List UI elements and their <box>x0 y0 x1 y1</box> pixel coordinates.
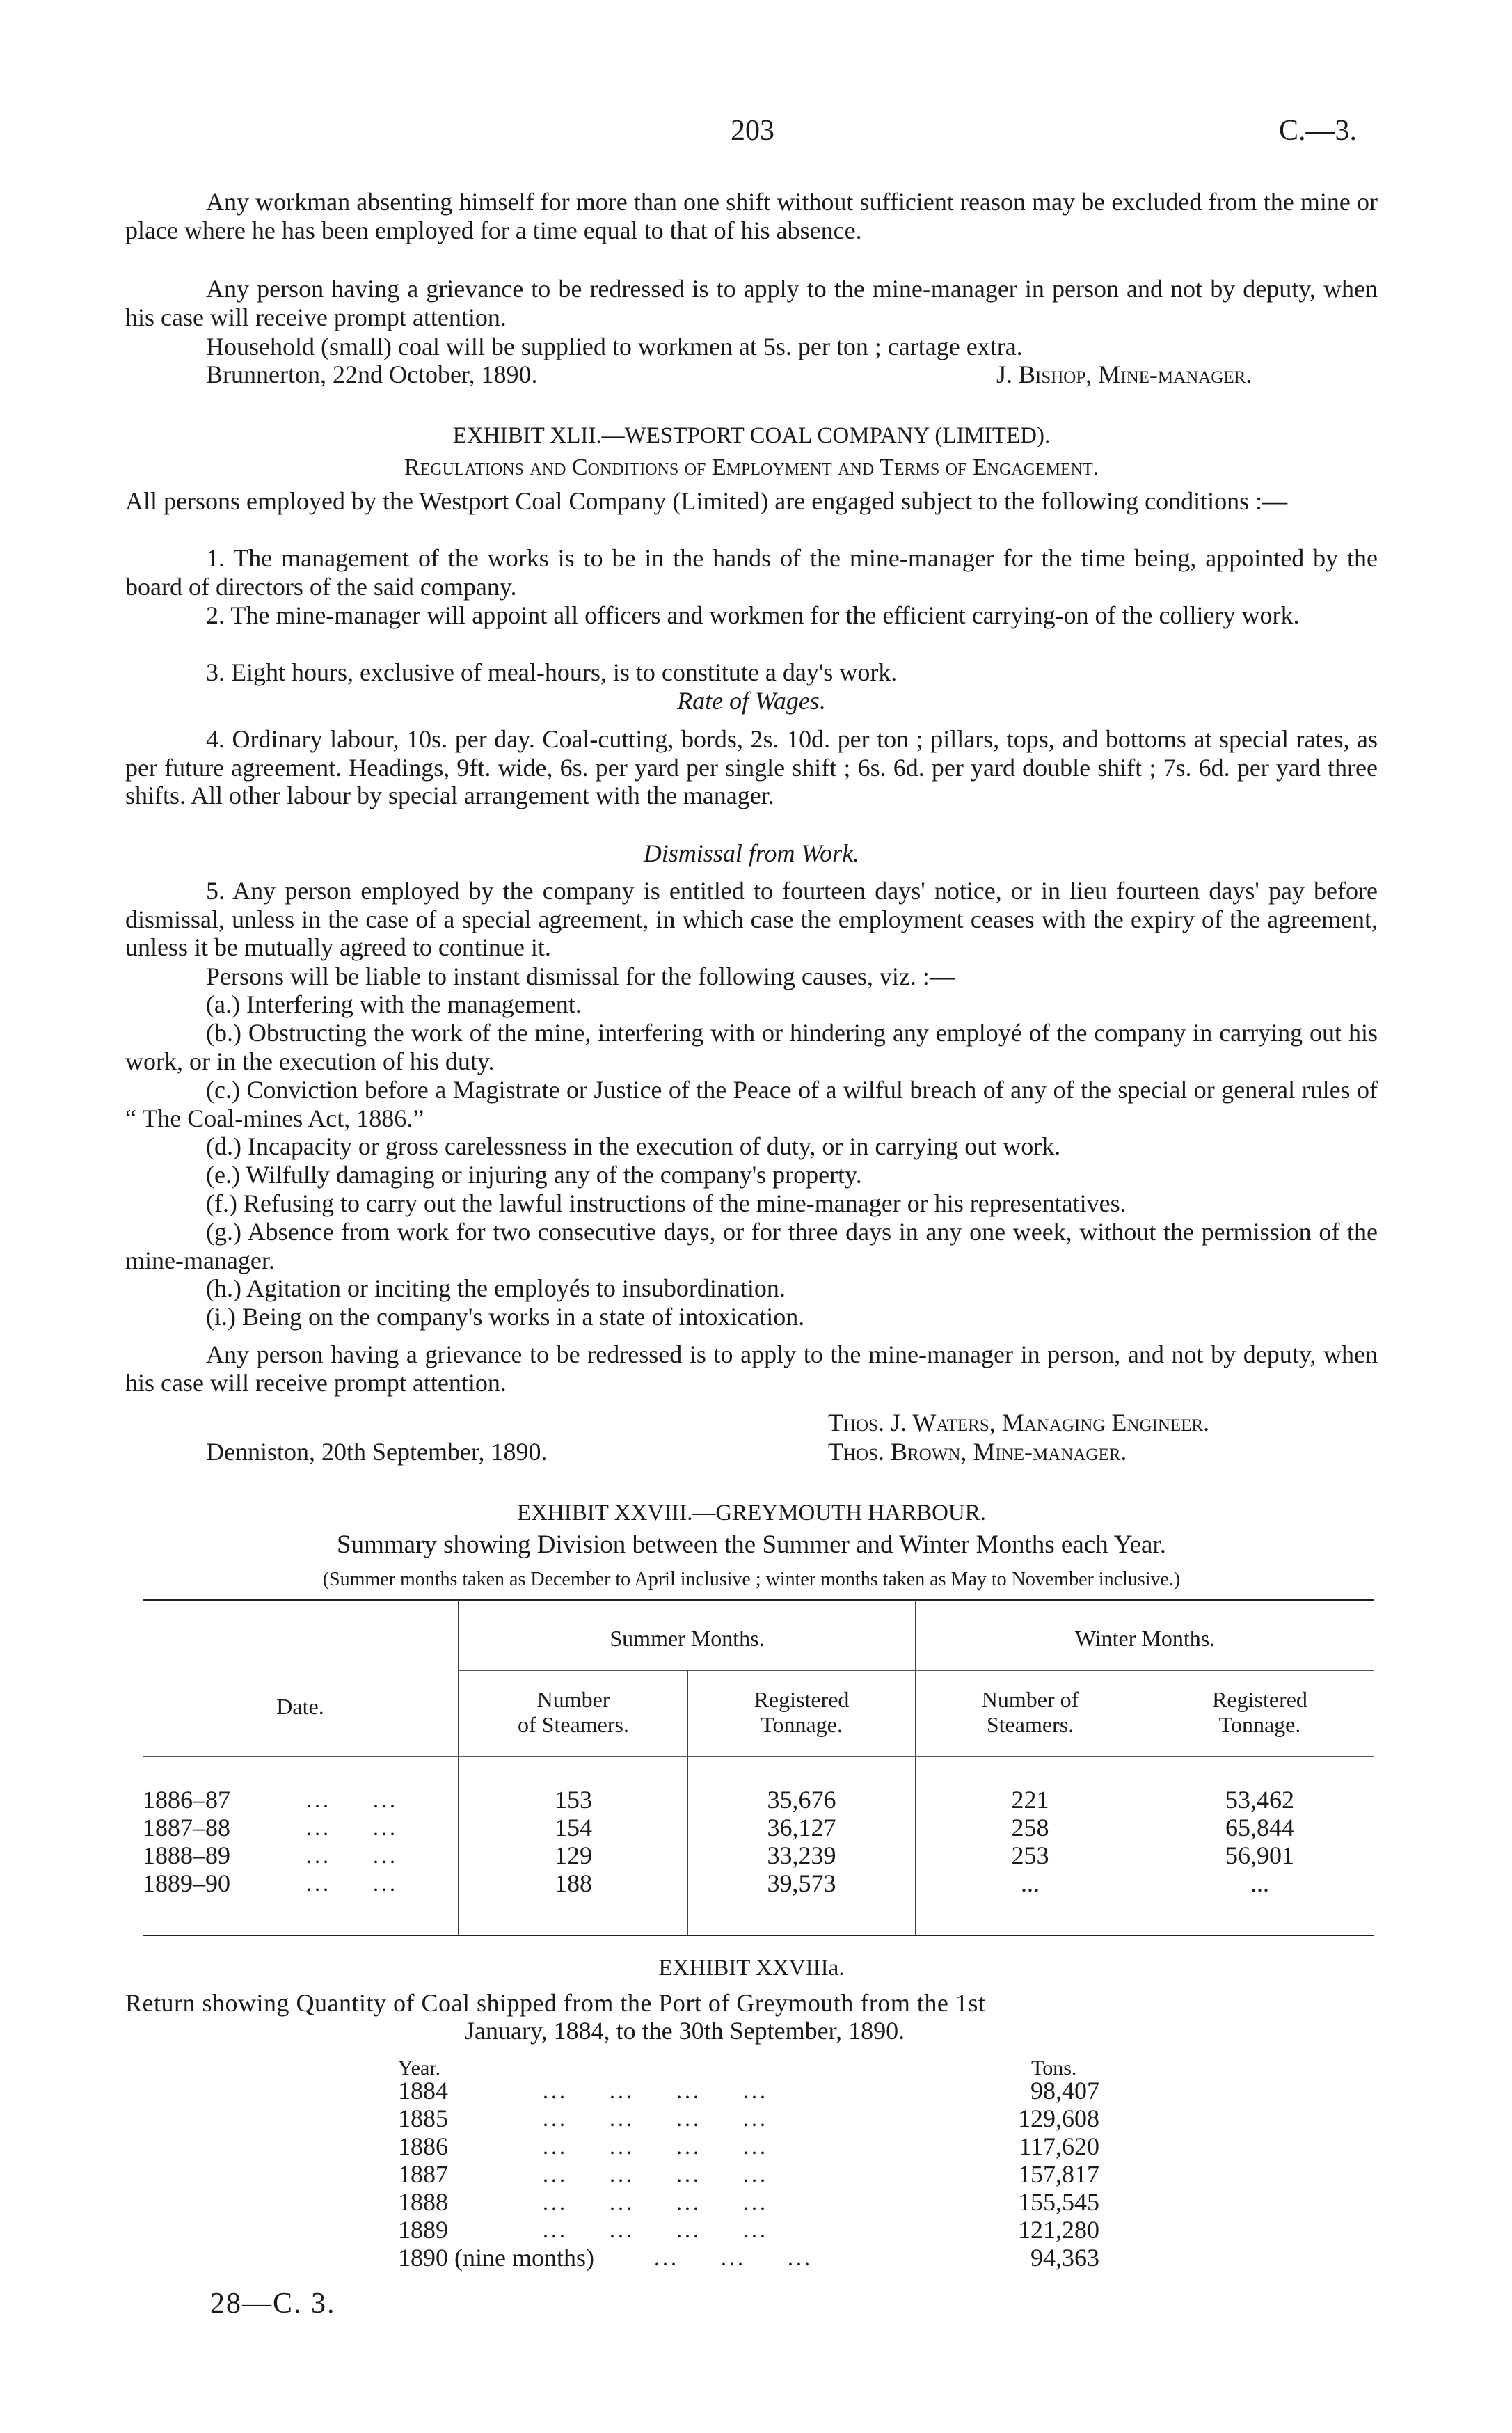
return-year: 1886 <box>398 2132 448 2160</box>
condition-3: 3. Eight hours, exclusive of meal-hours, is to constitute a day's work. <box>206 658 898 686</box>
intro-place-date: Brunnerton, 22nd October, 1890. <box>206 360 538 388</box>
document-reference: C.—3. <box>1279 115 1358 147</box>
return-year: 1890 (nine months) <box>398 2244 594 2272</box>
exhibit-xxviii-subtitle: Summary showing Division between the Summer and Winter Months each Year. <box>337 1530 1166 1559</box>
table-header-date: Date. <box>276 1694 324 1719</box>
return-year: 1884 <box>398 2077 448 2105</box>
row-winter-steamers: 221 <box>1011 1786 1049 1814</box>
return-tons: 98,407 <box>1030 2077 1099 2105</box>
grievance-paragraph: Any person having a grievance to be redressed is to apply to the mine-manager in person, and not by deputy, when his case will receive prompt attention. <box>125 1340 1378 1397</box>
return-leader-dots: ... ... ... ... <box>543 2106 768 2131</box>
row-summer-steamers: 188 <box>555 1869 592 1897</box>
row-winter-tonnage: 56,901 <box>1225 1841 1294 1869</box>
return-year: 1885 <box>398 2105 448 2132</box>
return-tons: 129,608 <box>1018 2105 1099 2132</box>
heading-rate-of-wages: Rate of Wages. <box>677 687 826 715</box>
exhibit-xlii-title: EXHIBIT XLII.—WESTPORT COAL COMPANY (LIMITED). <box>452 423 1051 448</box>
condition-1: 1. The management of the works is to be in the hands of the mine-manager for the time being, appointed by the board of directors of the said company. <box>125 544 1378 601</box>
cause-b: (b.) Obstructing the work of the mine, interfering with or hindering any employé of the company in carrying out his work, or in the execution of his duty. <box>125 1019 1378 1075</box>
table-header-summer: Summer Months. <box>610 1626 765 1651</box>
table-header-winter: Winter Months. <box>1074 1626 1216 1651</box>
condition-4: 4. Ordinary labour, 10s. per day. Coal-cutting, bords, 2s. 10d. per ton ; pillars, tops, and bottoms at special rates, as per future agreement. Headings, 9ft. wide, 6s. per yard per single shift ; 6s. 6d. per yard double shift ; 7s. 6d. per yard three shifts. All other labour by special arrangement with the manager. <box>125 725 1378 809</box>
cause-i: (i.) Being on the company's works in a state of intoxication. <box>206 1303 805 1331</box>
row-leader-dots: ... ... <box>306 1787 398 1812</box>
row-summer-steamers: 129 <box>555 1841 592 1869</box>
return-tons: 121,280 <box>1018 2216 1099 2244</box>
cause-a: (a.) Interfering with the management. <box>206 990 582 1018</box>
return-header-year: Year. <box>398 2056 441 2079</box>
row-summer-tonnage: 35,676 <box>767 1786 836 1814</box>
cause-d: (d.) Incapacity or gross carelessness in the execution of duty, or in carrying out work. <box>206 1132 1061 1160</box>
return-year: 1888 <box>398 2188 448 2216</box>
return-leader-dots: ... ... ... <box>654 2245 813 2270</box>
table-header-divider <box>459 1670 1374 1671</box>
signature-managing-engineer: Thos. J. Waters, Managing Engineer. <box>828 1409 1210 1436</box>
row-summer-tonnage: 33,239 <box>767 1841 836 1869</box>
cause-f: (f.) Refusing to carry out the lawful instructions of the mine-manager or his representatives. <box>206 1189 1127 1217</box>
condition-2: 2. The mine-manager will appoint all officers and workmen for the efficient carrying-on of the colliery work. <box>206 601 1300 629</box>
row-summer-steamers: 153 <box>555 1786 592 1814</box>
table-subheader-winter-steamers: Number of Steamers. <box>981 1687 1079 1737</box>
return-leader-dots: ... ... ... ... <box>543 2134 768 2159</box>
cause-c: (c.) Conviction before a Magistrate or Justice of the Peace of a wilful breach of any of the special or general rules of “ The Coal-mines Act, 1886.” <box>125 1076 1378 1132</box>
return-year: 1887 <box>398 2160 448 2188</box>
row-leader-dots: ... ... <box>306 1843 398 1868</box>
row-winter-tonnage: ... <box>1250 1869 1269 1897</box>
exhibit-xxviiia-subtitle-line2: January, 1884, to the 30th September, 1890. <box>465 2017 905 2045</box>
table-header-bottom-rule <box>143 1756 1374 1757</box>
exhibit-xlii-subtitle: Regulations and Conditions of Employment and Terms of Engagement. <box>404 454 1099 480</box>
exhibit-xlii-place-date: Denniston, 20th September, 1890. <box>206 1438 548 1466</box>
exhibit-xxviiia-title: EXHIBIT XXVIIIa. <box>658 1956 845 1981</box>
table-subheader-summer-steamers: Number of Steamers. <box>518 1687 629 1737</box>
cause-h: (h.) Agitation or inciting the employés to insubordination. <box>206 1274 786 1302</box>
row-date: 1887–88 <box>143 1814 230 1841</box>
row-date: 1888–89 <box>143 1841 230 1869</box>
row-summer-tonnage: 39,573 <box>767 1869 836 1897</box>
row-winter-steamers: ... <box>1021 1869 1040 1897</box>
footer-signature: 28—C. 3. <box>210 2288 336 2320</box>
row-winter-steamers: 253 <box>1011 1841 1049 1869</box>
cause-g: (g.) Absence from work for two consecutive days, or for three days in any one week, without the permission of the mine-manager. <box>125 1218 1378 1274</box>
row-winter-steamers: 258 <box>1011 1814 1049 1841</box>
exhibit-xxviii-title: EXHIBIT XXVIII.—GREYMOUTH HARBOUR. <box>516 1500 987 1525</box>
cause-e: (e.) Wilfully damaging or injuring any of the company's property. <box>206 1161 862 1189</box>
exhibit-xxviii-note: (Summer months taken as December to April inclusive ; winter months taken as May to November inclusive.) <box>322 1569 1181 1590</box>
return-tons: 157,817 <box>1018 2160 1099 2188</box>
return-tons: 117,620 <box>1019 2132 1099 2160</box>
return-leader-dots: ... ... ... ... <box>543 2078 768 2103</box>
table-bottom-rule <box>143 1935 1374 1936</box>
table-top-rule <box>143 1599 1374 1601</box>
row-summer-tonnage: 36,127 <box>767 1814 836 1841</box>
exhibit-xlii-intro: All persons employed by the Westport Coal Company (Limited) are engaged subject to the following conditions :— <box>125 487 1288 515</box>
intro-paragraph-1: Any workman absenting himself for more than one shift without sufficient reason may be excluded from the mine or place where he has been employed for a time equal to that of his absence. <box>125 188 1378 244</box>
dismissal-causes-intro: Persons will be liable to instant dismissal for the following causes, viz. :— <box>206 962 955 990</box>
heading-dismissal-from-work: Dismissal from Work. <box>643 839 860 867</box>
return-tons: 94,363 <box>1030 2244 1099 2272</box>
row-date: 1886–87 <box>143 1786 230 1814</box>
row-date: 1889–90 <box>143 1869 230 1897</box>
row-leader-dots: ... ... <box>306 1871 398 1896</box>
return-leader-dots: ... ... ... ... <box>543 2217 768 2242</box>
table-subheader-winter-tonnage: Registered Tonnage. <box>1212 1687 1307 1737</box>
condition-5: 5. Any person employed by the company is entitled to fourteen days' notice, or in lieu fourteen days' pay before dismissal, unless in the case of a special agreement, in which case the employment ceases with the expiry of the agreement, unless it be mutually agreed to continue it. <box>125 877 1378 961</box>
exhibit-xxviiia-subtitle-line1: Return showing Quantity of Coal shipped from the Port of Greymouth from the 1st <box>125 1989 986 2017</box>
return-tons: 155,545 <box>1018 2188 1099 2216</box>
table-vline-date <box>458 1599 459 1935</box>
row-winter-tonnage: 65,844 <box>1225 1814 1294 1841</box>
page-number: 203 <box>731 115 774 147</box>
return-leader-dots: ... ... ... ... <box>543 2189 768 2214</box>
intro-paragraph-2: Any person having a grievance to be redressed is to apply to the mine-manager in person and not by deputy, when his case will receive prompt attention. <box>125 275 1378 331</box>
table-subheader-summer-tonnage: Registered Tonnage. <box>754 1687 850 1737</box>
return-leader-dots: ... ... ... ... <box>543 2162 768 2187</box>
return-year: 1889 <box>398 2216 448 2244</box>
row-winter-tonnage: 53,462 <box>1225 1786 1294 1814</box>
return-header-tons: Tons. <box>1031 2056 1077 2079</box>
row-leader-dots: ... ... <box>306 1815 398 1840</box>
row-summer-steamers: 154 <box>555 1814 592 1841</box>
intro-paragraph-3: Household (small) coal will be supplied to workmen at 5s. per ton ; cartage extra. <box>206 333 1023 360</box>
signature-mine-manager: Thos. Brown, Mine-manager. <box>828 1438 1127 1466</box>
intro-signatory: J. Bishop, Mine-manager. <box>996 360 1252 388</box>
